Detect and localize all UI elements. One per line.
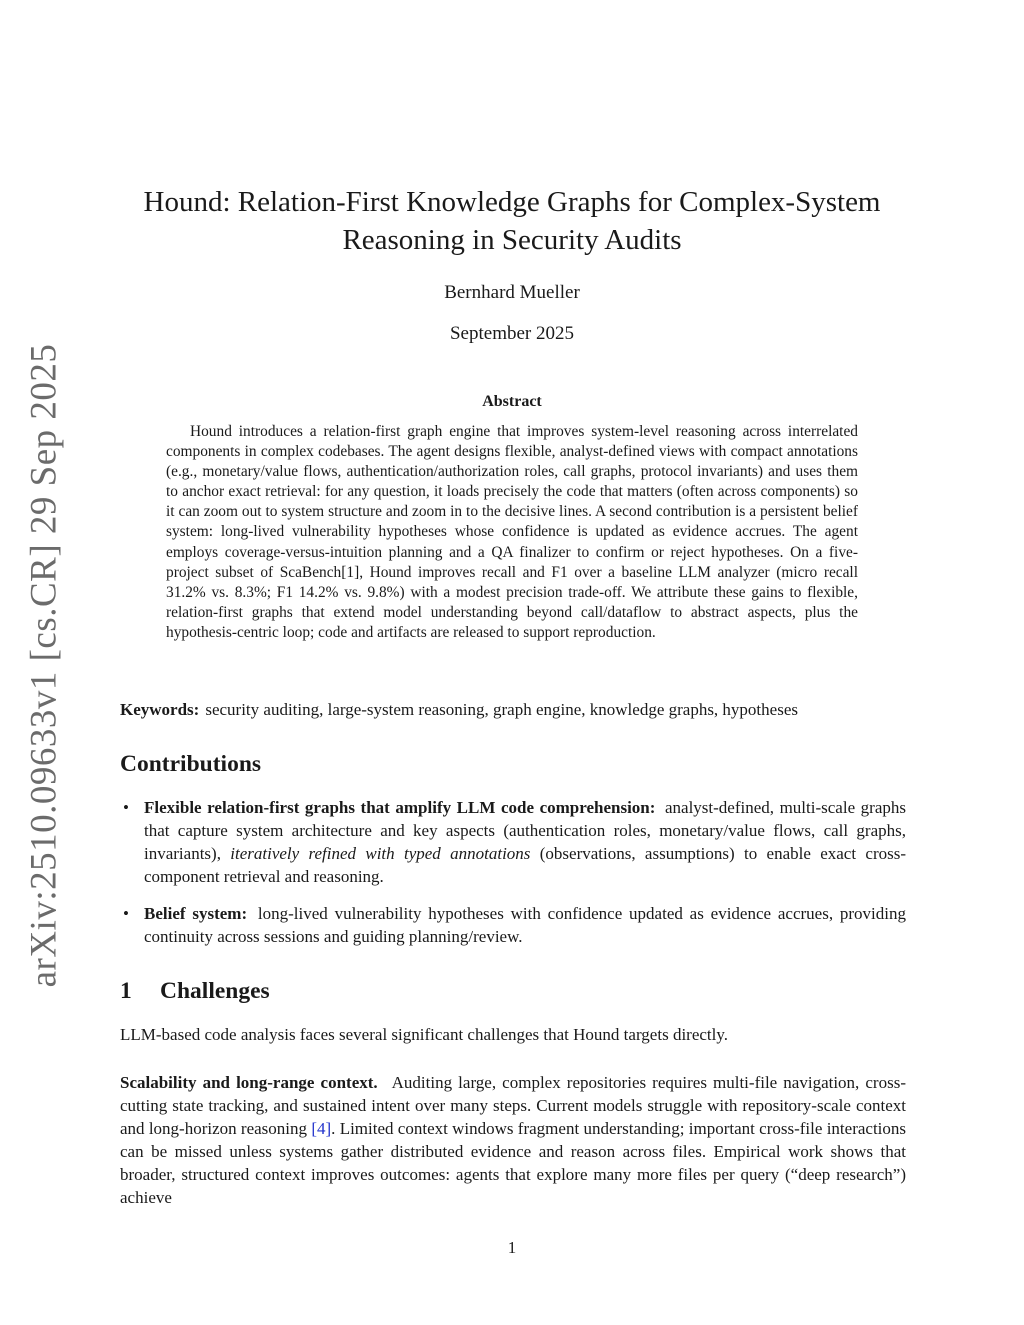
challenges-intro-paragraph: LLM-based code analysis faces several significant challenges that Hound targets directly. [120,1025,729,1044]
contribution-text-graphs-part2: (observations, assumptions) to enable exact cross-component retrieval and reasoning. [144,844,906,886]
section-number: 1 [120,978,132,1004]
contribution-item-graphs [120,796,906,888]
arxiv-identifier-stamp [16,343,72,987]
bullet-icon: • [123,904,129,923]
abstract-heading: Abstract [482,393,542,410]
section-title: Challenges [160,978,270,1004]
abstract-text [166,422,858,643]
author-name: Bernhard Mueller [444,282,580,303]
contribution-text-belief: long-lived vulnerability hypotheses with confidence updated as evidence accrues, providing continuity across sessions and guiding planning/review. [144,904,906,946]
scalability-paragraph-title: Scalability and long-range context. [120,1073,378,1092]
bullet-icon: • [123,798,129,817]
contribution-title-graphs: Flexible relation-first graphs that amplify LLM code comprehension: [144,798,656,817]
contribution-text-graphs-part1: analyst-defined, multi-scale graphs that capture system architecture and key aspects (authentication roles, monetary/value flows, call graphs, invariants), [144,798,906,863]
keywords-label: Keywords: [120,700,200,719]
keywords-line [120,699,910,721]
contribution-title-belief: Belief system: [144,904,248,923]
scalability-paragraph [120,1071,906,1209]
page-number: 1 [507,1238,517,1257]
scalability-text-part2: . Limited context windows fragment understanding; important cross-file interactions can be missed unless systems gather distributed evidence and reason across files. Empirical work shows that broader, structured context improves outcomes: agents that explore many more files per query (“deep research”) achieve [120,1119,907,1207]
paper-title: Hound: Relation-First Knowledge Graphs for Complex-System Reasoning in Security Audits [143,186,881,256]
publication-date: September 2025 [449,323,574,344]
scalability-text-part1: Auditing large, complex repositories requires multi-file navigation, cross-cutting state tracking, and sustained intent over many steps. Current models struggle with repository-scale context and long-horizon reasoning [120,1073,906,1138]
keywords-text: security auditing, large-system reasoning, graph engine, knowledge graphs, hypotheses [205,700,798,719]
citation-link[interactable]: [4] [311,1119,332,1138]
abstract-body-text: Hound introduces a relation-first graph engine that improves system-level reasoning across interrelated components in complex codebases. The agent designs flexible, analyst-defined views with compact annotations (e.g., monetary/value flows, authentication/authorization roles, call graphs, protocol invariants) and uses them to anchor exact retrieval: for any question, it loads precisely the code that matters (often across components) so it can zoom out to system structure and zoom in to the decisive lines. A second contribution is a persistent belief system: long-lived vulnerability hypotheses whose confidence is updated as evidence accrues. The agent employs coverage-versus-intuition planning and a QA finalizer to confirm or reject hypotheses. On a five-project subset of ScaBench[1], Hound improves recall and F1 over a baseline LLM analyzer (micro recall 31.2% vs. 8.3%; F1 14.2% vs. 9.8%) with a modest precision trade-off. We attribute these gains to flexible, relation-first graphs that extend model understanding beyond call/dataflow to abstract aspects, plus the hypothesis-centric loop; code and artifacts are released to support reproduction. [166,423,858,641]
contributions-list [120,796,906,948]
contributions-heading: Contributions [120,751,262,777]
section-heading-challenges [120,978,270,1005]
arxiv-identifier-text: arXiv:2510.09633v1 [cs.CR] 29 Sep 2025 [23,343,65,987]
contribution-emphasis: iteratively refined with typed annotations [230,844,531,863]
contribution-item-belief [120,902,906,948]
